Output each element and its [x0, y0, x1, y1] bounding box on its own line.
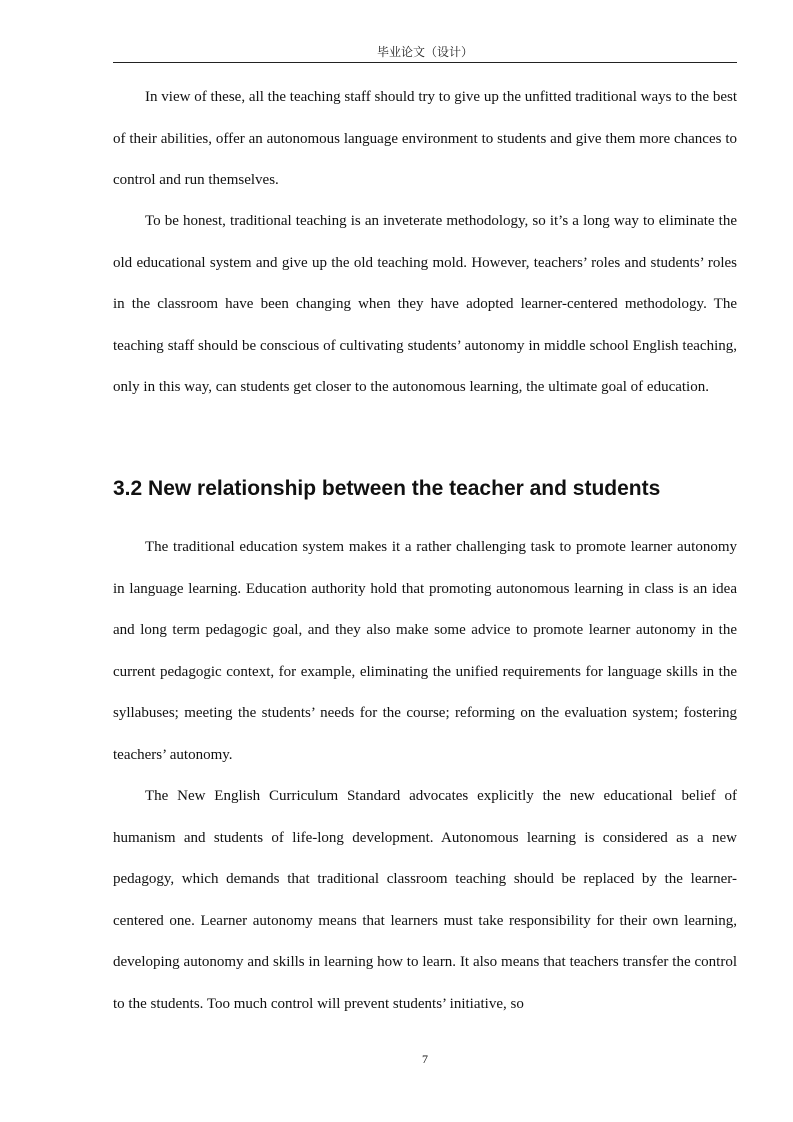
section-heading: 3.2 New relationship between the teacher and students	[113, 477, 661, 500]
section-paragraph: The New English Curriculum Standard advocates explicitly the new educational belief of humanism and students of life-long development. Autonomous learning is considered as a new pedagogy, which demands that traditional classroom teaching should be replaced by the learner-centered one. Learner autonomy means that learners must take responsibility for their own learning, developing autonomy and skills in learning how to learn. It also means that teachers transfer the control to the students. Too much control will prevent students’ initiative, so	[113, 788, 737, 1012]
page-number: 7	[422, 1052, 428, 1066]
body-paragraph: To be honest, traditional teaching is an inveterate methodology, so it’s a long way to eliminate the old educational system and give up the old teaching mold. However, teachers’ roles and students’ roles in the classroom have been changing when they have adopted learner-centered methodology. The teaching staff should be conscious of cultivating students’ autonomy in middle school English teaching, only in this way, can students get closer to the autonomous learning, the ultimate goal of education.	[113, 213, 737, 396]
page-header: 毕业论文（设计）	[376, 45, 473, 59]
body-paragraph: In view of these, all the teaching staff should try to give up the unfitted traditional ways to the best of their abilities, offer an autonomous language environment to students and give them more chances to control and run themselves.	[113, 89, 737, 189]
section-paragraph: The traditional education system makes it a rather challenging task to promote learner autonomy in language learning. Education authority hold that promoting autonomous learning in class is an idea and long term pedagogic goal, and they also make some advice to promote learner autonomy in the current pedagogic context, for example, eliminating the unified requirements for language skills in the syllabuses; meeting the students’ needs for the course; reforming on the evaluation system; fostering teachers’ autonomy.	[113, 539, 737, 763]
header-rule	[113, 62, 737, 63]
